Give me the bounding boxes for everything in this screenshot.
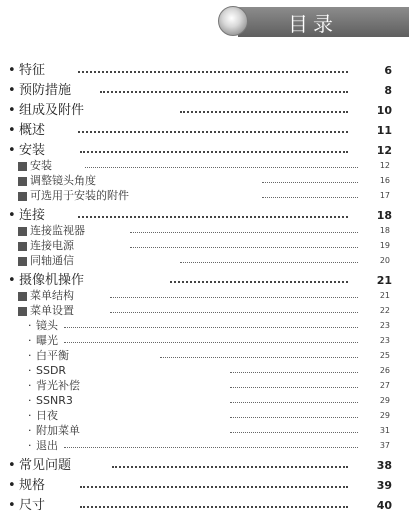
- dot-leader: [230, 417, 358, 418]
- toc-page-number: 11: [376, 124, 392, 137]
- page-title: 目录: [288, 12, 338, 36]
- toc-page-number: 27: [379, 381, 390, 390]
- dot-leader: [180, 111, 348, 113]
- toc-entry[interactable]: [0, 223, 409, 239]
- dot-bullet-icon: ·: [28, 409, 32, 422]
- toc-entry-label: 连接电源: [30, 239, 74, 252]
- toc-entry[interactable]: [0, 208, 409, 224]
- toc-entry[interactable]: [0, 123, 409, 139]
- dot-leader: [230, 432, 358, 433]
- square-bullet-icon: [18, 192, 27, 201]
- toc-page-number: 16: [379, 176, 390, 185]
- dot-bullet-icon: ·: [28, 424, 32, 437]
- toc-entry-label: 特征: [19, 63, 46, 78]
- toc-entry-label: 调整镜头角度: [30, 174, 96, 187]
- toc-entry[interactable]: [0, 408, 409, 424]
- toc-entry[interactable]: [0, 363, 409, 379]
- dot-leader: [100, 91, 348, 93]
- dot-leader: [230, 402, 358, 403]
- toc-entry[interactable]: [0, 348, 409, 364]
- dot-leader: [112, 466, 348, 468]
- dot-leader: [78, 131, 348, 133]
- toc-entry-label: SSNR3: [36, 394, 73, 407]
- toc-entry-label: 安装: [19, 143, 46, 158]
- toc-entry-label: 附加菜单: [36, 424, 80, 437]
- toc-entry-label: 安装: [30, 159, 52, 172]
- toc-entry[interactable]: [0, 238, 409, 254]
- toc-page-number: 17: [379, 191, 390, 200]
- bullet-icon: •: [8, 498, 16, 513]
- dot-leader: [80, 506, 348, 508]
- toc-entry[interactable]: [0, 393, 409, 409]
- toc-entry[interactable]: [0, 423, 409, 439]
- dot-bullet-icon: ·: [28, 379, 32, 392]
- dot-bullet-icon: ·: [28, 364, 32, 377]
- toc-entry-label: 尺寸: [19, 498, 46, 513]
- toc-page-number: 29: [379, 411, 390, 420]
- toc-entry[interactable]: [0, 173, 409, 189]
- toc-page-number: 31: [379, 426, 390, 435]
- dot-bullet-icon: ·: [28, 439, 32, 452]
- dot-leader: [180, 262, 358, 263]
- bullet-icon: •: [8, 143, 16, 158]
- square-bullet-icon: [18, 242, 27, 251]
- toc-entry-label: 白平衡: [36, 349, 69, 362]
- dot-leader: [78, 216, 348, 218]
- bullet-icon: •: [8, 458, 16, 473]
- toc-page-number: 29: [379, 396, 390, 405]
- square-bullet-icon: [18, 307, 27, 316]
- toc-entry-label: 连接: [19, 208, 46, 223]
- dot-leader: [230, 387, 358, 388]
- toc-entry-label: 连接监视器: [30, 224, 85, 237]
- toc-page-number: 6: [384, 64, 392, 77]
- dot-leader: [85, 167, 358, 168]
- toc-entry-label: 可选用于安装的附件: [30, 189, 129, 202]
- toc-page-number: 21: [376, 274, 392, 287]
- bullet-icon: •: [8, 123, 16, 138]
- toc-page-number: 23: [379, 321, 390, 330]
- toc-page-number: 39: [376, 479, 392, 492]
- toc-entry[interactable]: [0, 288, 409, 304]
- dot-leader: [78, 71, 348, 73]
- toc-entry-label: 预防措施: [19, 83, 72, 98]
- dot-bullet-icon: ·: [28, 319, 32, 332]
- dot-leader: [130, 232, 358, 233]
- toc-entry[interactable]: [0, 378, 409, 394]
- bullet-icon: •: [8, 83, 16, 98]
- toc-entry-label: 规格: [19, 478, 46, 493]
- toc-entry-label: 摄像机操作: [19, 273, 85, 288]
- dot-leader: [230, 372, 358, 373]
- toc-entry-label: 菜单结构: [30, 289, 74, 302]
- bullet-icon: •: [8, 208, 16, 223]
- toc-page-number: 18: [376, 209, 392, 222]
- toc-entry[interactable]: [0, 458, 409, 474]
- toc-entry-label: 镜头: [36, 319, 58, 332]
- toc-page-number: 21: [379, 291, 390, 300]
- toc-page-number: 20: [379, 256, 390, 265]
- toc-entry-label: 概述: [19, 123, 46, 138]
- bullet-icon: •: [8, 103, 16, 118]
- toc-entry-label: 同轴通信: [30, 254, 74, 267]
- toc-page-number: 22: [379, 306, 390, 315]
- toc-entry[interactable]: [0, 318, 409, 334]
- square-bullet-icon: [18, 227, 27, 236]
- toc-page-number: 23: [379, 336, 390, 345]
- dot-leader: [160, 357, 358, 358]
- toc-entry-label: 日夜: [36, 409, 58, 422]
- bullet-icon: •: [8, 478, 16, 493]
- toc-entry-label: SSDR: [36, 364, 67, 377]
- toc-entry[interactable]: [0, 498, 409, 514]
- toc-entry-label: 常见问题: [19, 458, 72, 473]
- dot-leader: [130, 247, 358, 248]
- bullet-icon: •: [8, 273, 16, 288]
- toc-entry[interactable]: [0, 103, 409, 119]
- dot-bullet-icon: ·: [28, 394, 32, 407]
- toc-page-number: 40: [376, 499, 392, 512]
- dot-leader: [110, 297, 358, 298]
- toc-entry[interactable]: [0, 143, 409, 159]
- dot-leader: [262, 182, 358, 183]
- toc-page-number: 37: [379, 441, 390, 450]
- dot-bullet-icon: ·: [28, 334, 32, 347]
- toc-entry-label: 背光补偿: [36, 379, 80, 392]
- toc-page-number: 10: [376, 104, 392, 117]
- toc-entry[interactable]: [0, 63, 409, 79]
- bullet-icon: •: [8, 63, 16, 78]
- toc-page-number: 18: [379, 226, 390, 235]
- dot-leader: [80, 486, 348, 488]
- toc-page-number: 8: [384, 84, 392, 97]
- toc-entry[interactable]: [0, 273, 409, 289]
- dot-bullet-icon: ·: [28, 349, 32, 362]
- toc-page-number: 38: [376, 459, 392, 472]
- dot-leader: [262, 197, 358, 198]
- toc-entry-label: 退出: [36, 439, 58, 452]
- toc-entry[interactable]: [0, 253, 409, 269]
- toc-page-number: 26: [379, 366, 390, 375]
- toc-entry-label: 组成及附件: [19, 103, 85, 118]
- toc-entry[interactable]: [0, 83, 409, 99]
- square-bullet-icon: [18, 257, 27, 266]
- toc-page-number: 25: [379, 351, 390, 360]
- dot-leader: [170, 281, 348, 283]
- toc-page-number: 12: [376, 144, 392, 157]
- dot-leader: [110, 312, 358, 313]
- toc-page-number: 19: [379, 241, 390, 250]
- toc-entry[interactable]: [0, 188, 409, 204]
- toc-entry[interactable]: [0, 333, 409, 349]
- toc-entry-label: 曝光: [36, 334, 58, 347]
- dot-leader: [64, 327, 358, 328]
- toc-entry[interactable]: [0, 478, 409, 494]
- square-bullet-icon: [18, 292, 27, 301]
- dot-leader: [80, 151, 348, 153]
- toc-entry[interactable]: [0, 303, 409, 319]
- dot-leader: [64, 447, 358, 448]
- dot-leader: [64, 342, 358, 343]
- toc-entry-label: 菜单设置: [30, 304, 74, 317]
- toc-page-number: 12: [379, 161, 390, 170]
- toc-entry[interactable]: [0, 158, 409, 174]
- toc-entry[interactable]: [0, 438, 409, 454]
- square-bullet-icon: [18, 162, 27, 171]
- square-bullet-icon: [18, 177, 27, 186]
